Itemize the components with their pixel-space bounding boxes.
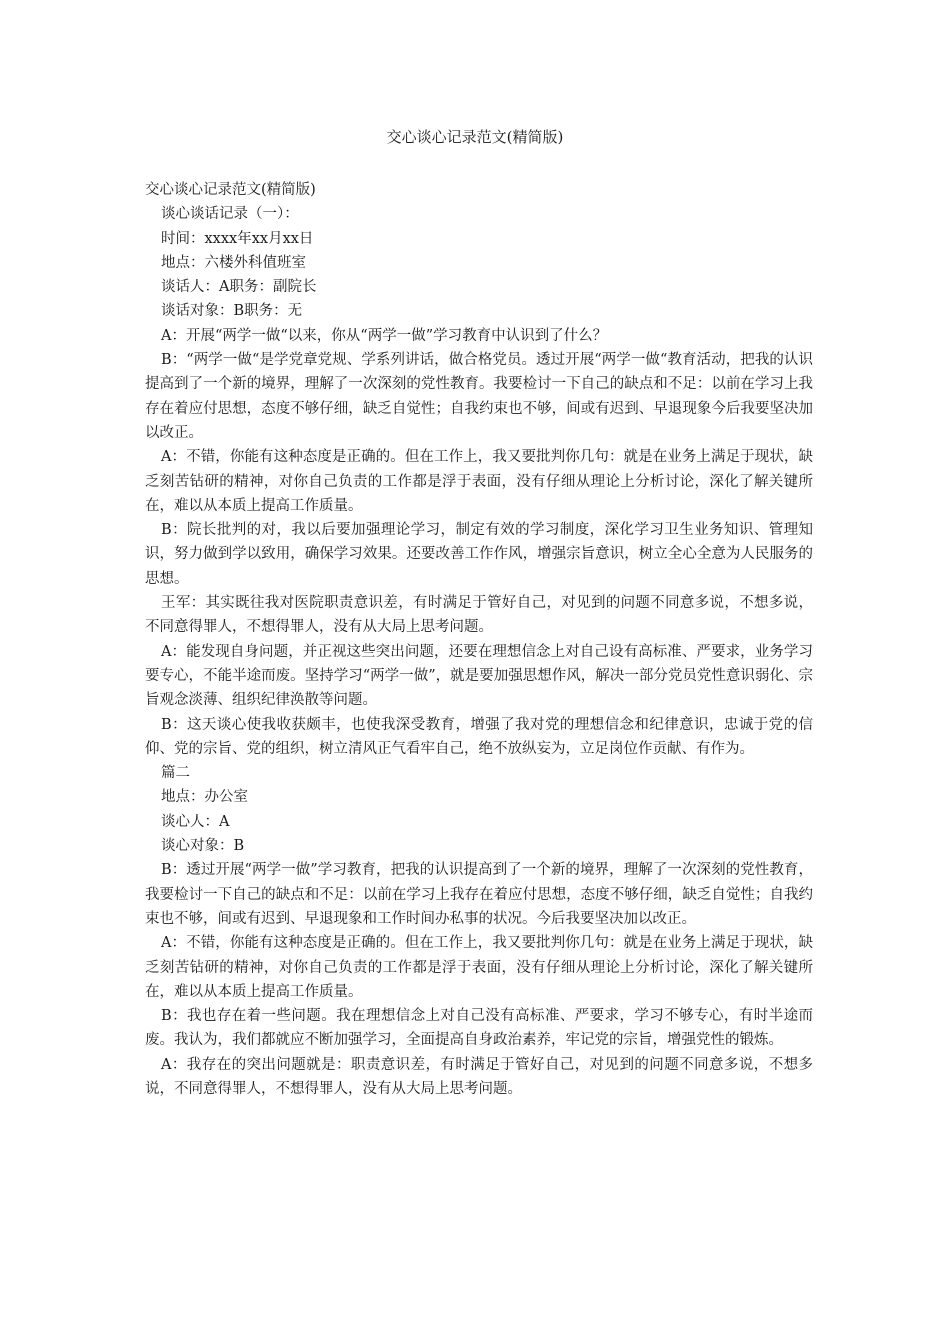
paragraph: B：这天谈心使我收获颇丰，也使我深受教育，增强了我对党的理想信念和纪律意识，忠诚于党的信仰、党的宗旨、党的组织，树立清风正气看牢自己，绝不放纵妄为，立足岗位作贡献、有作为。 — [145, 716, 813, 757]
paragraph: 谈话人：A职务：副院长 — [161, 279, 317, 296]
paragraph: 地点：六楼外科值班室 — [161, 254, 306, 271]
paragraph: 谈话对象：B职务：无 — [161, 303, 303, 320]
paragraph: 时间：xxxx年xx月xx日 — [161, 230, 314, 247]
paragraph: 地点：办公室 — [161, 789, 248, 806]
paragraph: 王军：其实既往我对医院职责意识差，有时满足于管好自己，对见到的问题不同意多说，不想多说，不同意得罪人，不想得罪人，没有从大局上思考问题。 — [145, 595, 813, 636]
paragraph: A：开展“两学一做“以来，你从“两学一做”学习教育中认识到了什么？ — [161, 327, 608, 344]
paragraph: B：透过开展“两学一做”学习教育，把我的认识提高到了一个新的境界，理解了一次深刻的党性教育，我要检讨一下自己的缺点和不足：以前在学习上我存在着应付思想，态度不够仔细，缺乏自觉性；自我约束也不够，间或有迟到、早退现象和工作时间办私事的状况。今后我要坚决加以改正。 — [145, 862, 813, 927]
paragraph: A：不错，你能有这种态度是正确的。但在工作上，我又要批判你几句：就是在业务上满足于现状，缺乏刻苦钻研的精神，对你自己负责的工作都是浮于表面，没有仔细从理论上分析讨论，深化了解关键所在，难以从本质上提高工作质量。 — [145, 449, 813, 514]
paragraph: B：院长批判的对，我以后要加强理论学习，制定有效的学习制度，深化学习卫生业务知识、管理知识，努力做到学以致用，确保学习效果。还要改善工作作风，增强宗旨意识，树立全心全意为人民服务的思想。 — [145, 522, 813, 587]
document-body — [145, 178, 813, 1101]
page-title: 交心谈心记录范文(精简版) — [386, 128, 564, 146]
paragraph: B：“两学一做“是学党章党规、学系列讲话，做合格党员。透过开展“两学一做“教育活动，把我的认识提高到了一个新的境界，理解了一次深刻的党性教育。我要检讨一下自己的缺点和不足：以前在学习上我存在着应付思想，态度不够仔细，缺乏自觉性；自我约束也不够，间或有迟到、早退现象今后我要坚决加以改正。 — [145, 352, 813, 441]
paragraph: A：不错，你能有这种态度是正确的。但在工作上，我又要批判你几句：就是在业务上满足于现状，缺乏刻苦钻研的精神，对你自己负责的工作都是浮于表面，没有仔细从理论上分析讨论，深化了解关键所在，难以从本质上提高工作质量。 — [145, 935, 813, 1000]
paragraph: A：我存在的突出问题就是：职责意识差，有时满足于管好自己，对见到的问题不同意多说，不想多说，不同意得罪人，不想得罪人，没有从大局上思考问题。 — [145, 1056, 813, 1097]
paragraph: 谈心谈话记录（一）： — [161, 206, 299, 223]
paragraph: 谈心人：A — [161, 813, 230, 830]
paragraph: B：我也存在着一些问题。我在理想信念上对自己没有高标准、严要求，学习不够专心，有时半途而废。我认为，我们都就应不断加强学习，全面提高自身政治素养，牢记党的宗旨，增强党性的锻炼。 — [145, 1008, 813, 1049]
document-heading: 交心谈心记录范文(精简版) — [145, 182, 316, 198]
paragraph: A：能发现自身问题，并正视这些突出问题，还要在理想信念上对自己设有高标准、严要求，业务学习要专心，不能半途而废。坚持学习“两学一做”，就是要加强思想作风，解决一部分党员党性意识弱化、宗旨观念淡薄、组织纪律涣散等问题。 — [145, 643, 813, 709]
paragraph: 谈心对象：B — [161, 838, 245, 855]
paragraph: 篇二 — [161, 765, 190, 782]
